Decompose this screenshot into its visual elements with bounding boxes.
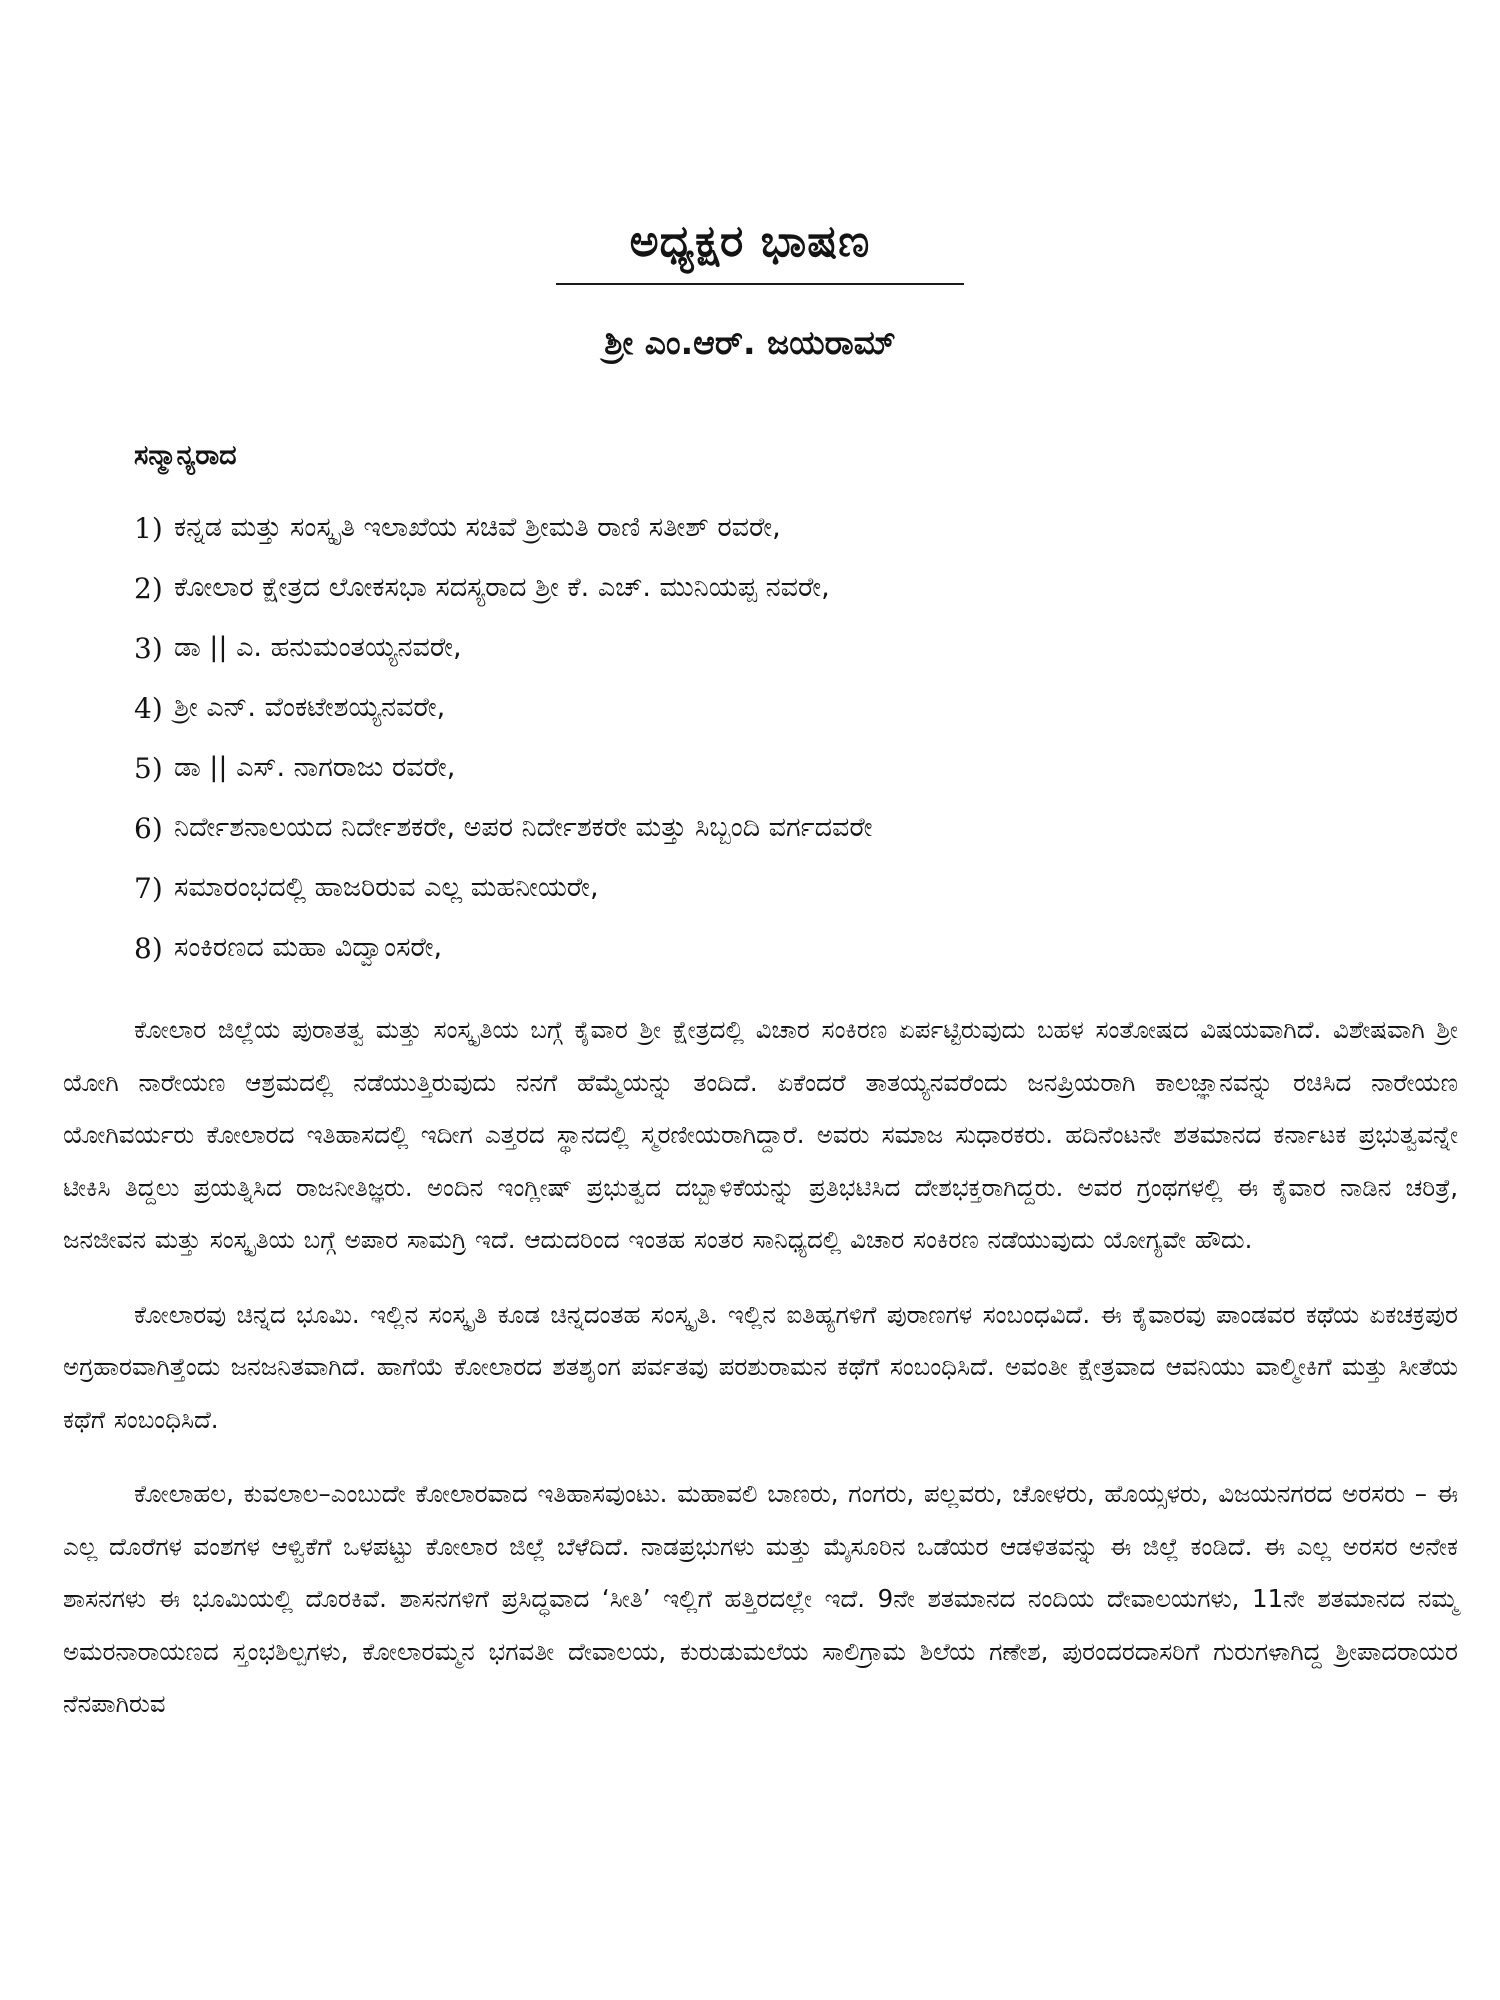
addressee-text: ಸಂಕಿರಣದ ಮಹಾ ವಿದ್ವಾಂಸರೇ, — [174, 932, 443, 963]
body-paragraph: ಕೋಲಾರ ಜಿಲ್ಲೆಯ ಪುರಾತತ್ವ ಮತ್ತು ಸಂಸ್ಕೃತಿಯ ಬಗ್ಗೆ ಕೈವಾರ ಶ್ರೀ ಕ್ಷೇತ್ರದಲ್ಲಿ ವಿಚಾರ ಸಂಕಿರಣ ಏರ್ಪಟ್ಟಿರುವುದು ಬಹಳ ಸಂತೋಷದ ವಿಷಯವಾಗಿದೆ. ವಿಶೇಷವಾಗಿ ಶ್ರೀ ಯೋಗಿ ನಾರೇಯಣ ಆಶ್ರಮದಲ್ಲಿ ನಡೆಯುತ್ತಿರುವುದು ನನಗೆ ಹೆಮ್ಮೆಯನ್ನು ತಂದಿದೆ. ಏಕೆಂದರೆ ತಾತಯ್ಯನವರೆಂದು ಜನಪ್ರಿಯರಾಗಿ ಕಾಲಜ್ಞಾನವನ್ನು ರಚಿಸಿದ ನಾರೇಯಣ ಯೋಗಿವರ್ಯರು ಕೋಲಾರದ ಇತಿಹಾಸದಲ್ಲಿ ಇದೀಗ ಎತ್ತರದ ಸ್ಥಾನದಲ್ಲಿ ಸ್ಮರಣೀಯರಾಗಿದ್ದಾರೆ. ಅವರು ಸಮಾಜ ಸುಧಾರಕರು. ಹದಿನೆಂಟನೇ ಶತಮಾನದ ಕರ್ನಾಟಕ ಪ್ರಭುತ್ವವನ್ನೇ ಟೀಕಿಸಿ ತಿದ್ದಲು ಪ್ರಯತ್ನಿಸಿದ ರಾಜನೀತಿಜ್ಞರು. ಅಂದಿನ ಇಂಗ್ಲೀಷ್ ಪ್ರಭುತ್ವದ ದಬ್ಬಾಳಿಕೆಯನ್ನು ಪ್ರತಿಭಟಿಸಿದ ದೇಶಭಕ್ತರಾಗಿದ್ದರು. ಅವರ ಗ್ರಂಥಗಳಲ್ಲಿ ಈ ಕೈವಾರ ನಾಡಿನ ಚರಿತ್ರೆ, ಜನಜೀವನ ಮತ್ತು ಸಂಸ್ಕೃತಿಯ ಬಗ್ಗೆ ಅಪಾರ ಸಾಮಗ್ರಿ ಇದೆ. ಆದುದರಿಂದ ಇಂತಹ ಸಂತರ ಸಾನಿಧ್ಯದಲ್ಲಿ ವಿಚಾರ ಸಂಕಿರಣ ನಡೆಯುವುದು ಯೋಗ್ಯವೇ ಹೌದು. — [63, 1015, 1458, 1254]
addressee-item — [134, 798, 1404, 858]
title-underline — [556, 283, 964, 285]
addressee-item — [134, 618, 1404, 678]
addressee-text: ಸಮಾರಂಭದಲ್ಲಿ ಹಾಜರಿರುವ ಎಲ್ಲ ಮಹನೀಯರೇ, — [174, 872, 599, 903]
addressee-item — [134, 558, 1404, 618]
addressee-number: 3) — [134, 631, 163, 665]
speaker-name: ಶ್ರೀ ಎಂ.ಆರ್. ಜಯರಾಮ್ — [604, 323, 896, 362]
addressee-text: ಶ್ರೀ ಎನ್. ವೆಂಕಟೇಶಯ್ಯನವರೇ, — [174, 692, 446, 723]
addressee-number: 1) — [134, 511, 163, 545]
speech-body — [63, 1004, 1458, 1753]
addressee-number: 8) — [134, 931, 163, 965]
body-paragraph: ಕೋಲಾರವು ಚಿನ್ನದ ಭೂಮಿ. ಇಲ್ಲಿನ ಸಂಸ್ಕೃತಿ ಕೂಡ ಚಿನ್ನದಂತಹ ಸಂಸ್ಕೃತಿ. ಇಲ್ಲಿನ ಐತಿಹ್ಯಗಳಿಗೆ ಪುರಾಣಗಳ ಸಂಬಂಧವಿದೆ. ಈ ಕೈವಾರವು ಪಾಂಡವರ ಕಥೆಯ ಏಕಚಕ್ರಪುರ ಅಗ್ರಹಾರವಾಗಿತ್ತೆಂದು ಜನಜನಿತವಾಗಿದೆ. ಹಾಗೆಯೆ ಕೋಲಾರದ ಶತಶೃಂಗ ಪರ್ವತವು ಪರಶುರಾಮನ ಕಥೆಗೆ ಸಂಬಂಧಿಸಿದೆ. ಅವಂತೀ ಕ್ಷೇತ್ರವಾದ ಆವನಿಯು ವಾಲ್ಮೀಕಿಗೆ ಮತ್ತು ಸೀತೆಯ ಕಥೆಗೆ ಸಂಬಂಧಿಸಿದೆ. — [63, 1299, 1458, 1434]
addressee-number: 6) — [134, 811, 163, 845]
addressee-text: ಕೋಲಾರ ಕ್ಷೇತ್ರದ ಲೋಕಸಭಾ ಸದಸ್ಯರಾದ ಶ್ರೀ ಕೆ. ಎಚ್. ಮುನಿಯಪ್ಪ ನವರೇ, — [174, 572, 830, 603]
addressee-number: 5) — [134, 751, 163, 785]
addressee-text: ಕನ್ನಡ ಮತ್ತು ಸಂಸ್ಕೃತಿ ಇಲಾಖೆಯ ಸಚಿವೆ ಶ್ರೀಮತಿ ರಾಣಿ ಸತೀಶ್ ರವರೇ, — [174, 512, 781, 543]
salutation-heading: ಸನ್ಮಾನ್ಯರಾದ — [134, 440, 237, 471]
addressee-item — [134, 498, 1404, 558]
addressee-text: ನಿರ್ದೇಶನಾಲಯದ ನಿರ್ದೇಶಕರೇ, ಅಪರ ನಿರ್ದೇಶಕರೇ ಮತ್ತು ಸಿಬ್ಬಂದಿ ವರ್ಗದವರೇ — [174, 812, 873, 843]
body-paragraph: ಕೋಲಾಹಲ, ಕುವಲಾಲ–ಎಂಬುದೇ ಕೋಲಾರವಾದ ಇತಿಹಾಸವುಂಟು. ಮಹಾವಲಿ ಬಾಣರು, ಗಂಗರು, ಪಲ್ಲವರು, ಚೋಳರು, ಹೊಯ್ಸಳರು, ವಿಜಯನಗರದ ಅರಸರು – ಈ ಎಲ್ಲ ದೊರೆಗಳ ವಂಶಗಳ ಆಳ್ವಿಕೆಗೆ ಒಳಪಟ್ಟು ಕೋಲಾರ ಜಿಲ್ಲೆ ಬೆಳೆದಿದೆ. ನಾಡಪ್ರಭುಗಳು ಮತ್ತು ಮೈಸೂರಿನ ಒಡೆಯರ ಆಡಳಿತವನ್ನು ಈ ಜಿಲ್ಲೆ ಕಂಡಿದೆ. ಈ ಎಲ್ಲ ಅರಸರ ಅನೇಕ ಶಾಸನಗಳು ಈ ಭೂಮಿಯಲ್ಲಿ ದೊರಕಿವೆ. ಶಾಸನಗಳಿಗೆ ಪ್ರಸಿದ್ಧವಾದ ‘ಸೀತಿ’ ಇಲ್ಲಿಗೆ ಹತ್ತಿರದಲ್ಲೇ ಇದೆ. 9ನೇ ಶತಮಾನದ ನಂದಿಯ ದೇವಾಲಯಗಳು, 11ನೇ ಶತಮಾನದ ನಮ್ಮ ಅಮರನಾರಾಯಣದ ಸ್ತಂಭಶಿಲ್ಪಗಳು, ಕೋಲಾರಮ್ಮನ ಭಗವತೀ ದೇವಾಲಯ, ಕುರುಡುಮಲೆಯ ಸಾಲಿಗ್ರಾಮ ಶಿಲೆಯ ಗಣೇಶ, ಪುರಂದರದಾಸರಿಗೆ ಗುರುಗಳಾಗಿದ್ದ ಶ್ರೀಪಾದರಾಯರ ನೆನಪಾಗಿರುವ — [63, 1479, 1458, 1718]
addressee-text: ಡಾ || ಎ. ಹನುಮಂತಯ್ಯನವರೇ, — [174, 632, 462, 663]
addressee-item — [134, 738, 1404, 798]
addressee-number: 2) — [134, 571, 163, 605]
addressee-item — [134, 858, 1404, 918]
addressee-number: 7) — [134, 871, 163, 905]
speech-title: ಅಧ್ಯಕ್ಷರ ಭಾಷಣ — [629, 216, 871, 267]
addressee-text: ಡಾ || ಎಸ್. ನಾಗರಾಜು ರವರೇ, — [174, 752, 456, 783]
addressee-list — [134, 498, 1404, 978]
addressee-number: 4) — [134, 691, 163, 725]
addressee-item — [134, 918, 1404, 978]
addressee-item — [134, 678, 1404, 738]
